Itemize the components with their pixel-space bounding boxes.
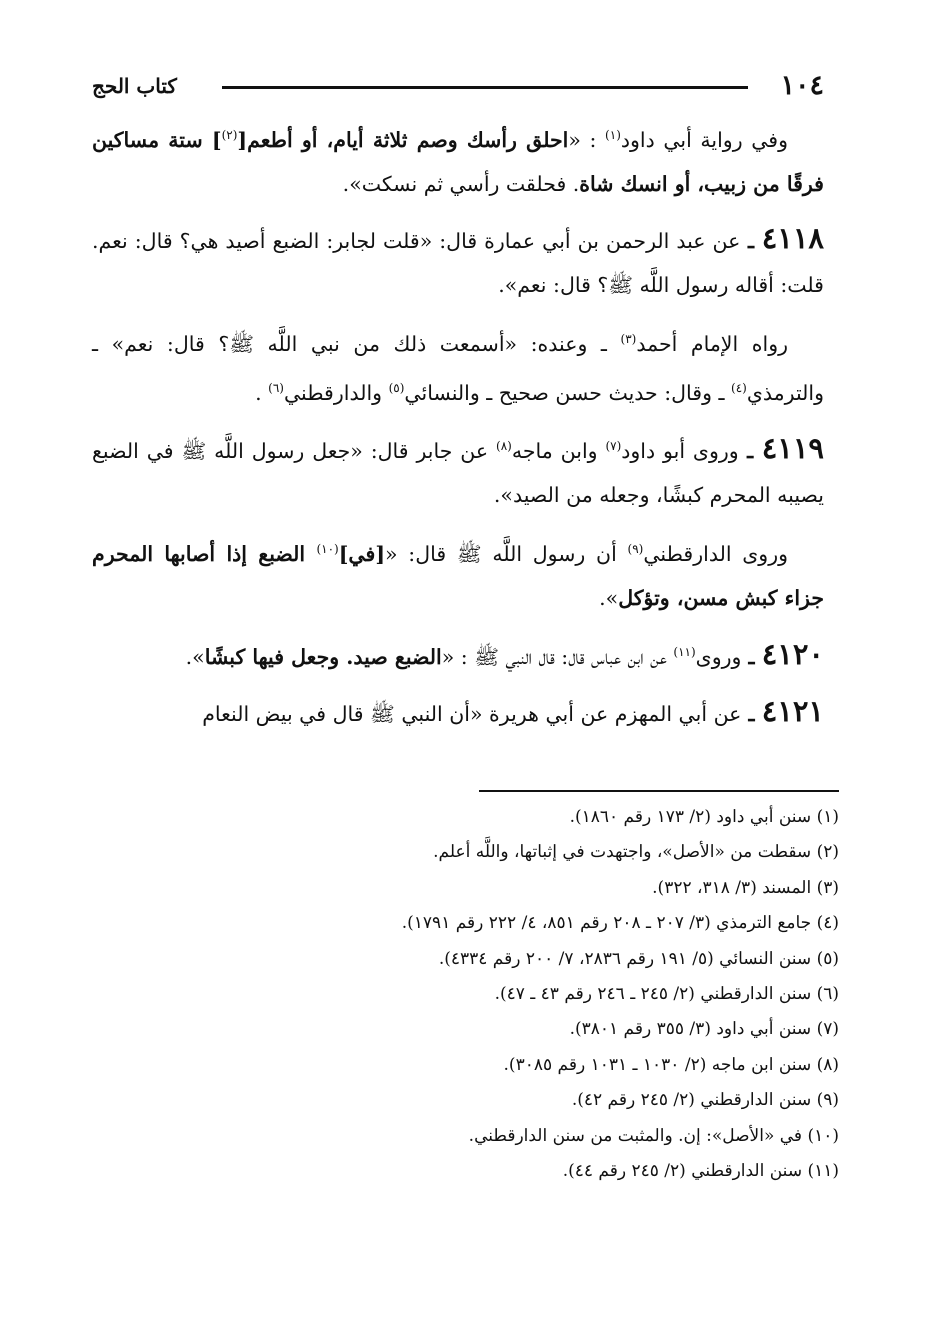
footnote-ref: (٩) <box>627 542 644 557</box>
footnote-ref: (٣) <box>620 331 637 346</box>
page-header <box>92 66 824 106</box>
number-dash: ـ <box>740 228 762 253</box>
footnote-ref: (١) <box>605 128 621 142</box>
footnote: (١) سنن أبي داود (٢/ ١٧٣ رقم ١٨٦٠). <box>569 807 839 827</box>
bold-text: الضبع صيد. وجعل فيها كبشًا <box>204 644 442 669</box>
footnote: (٧) سنن أبي داود (٣/ ٣٥٥ رقم ٣٨٠١). <box>569 1019 839 1040</box>
footnote: (١٠) في «الأصل»: إن. والمثبت من سنن الدارقطني. <box>468 1125 839 1146</box>
text-run: وفي رواية أبي داود <box>620 127 788 152</box>
footnote: (٨) سنن ابن ماجه (٢/ ١٠٣٠ ـ ١٠٣١ رقم ٣٠٨٥). <box>503 1054 839 1075</box>
header-rule <box>222 86 748 89</box>
footnote: (٢) سقطت من «الأصل»، واجتهدت في إثباتها، واللَّه أعلم. <box>433 842 839 863</box>
text-run: وابن ماجه <box>511 439 606 464</box>
text-run: أن رسول اللَّه ﷺ قال: « <box>385 542 628 567</box>
text-run: ـ وعنده: «أسمعت ذلك من نبي اللَّه ﷺ؟ قال: نعم» ـ والترمذي <box>92 331 824 405</box>
hadith-number: ٤١١٩ <box>761 431 824 466</box>
footnote-ref: (٥) <box>388 380 405 395</box>
footnote-ref: (٧) <box>605 439 622 454</box>
footnote: (١١) سنن الدارقطني (٢/ ٢٤٥ رقم ٤٤). <box>562 1161 839 1182</box>
hadith-number: ٤١٢٠ <box>761 636 824 671</box>
footnote-rule <box>479 790 839 792</box>
hadith-4120 <box>92 630 824 679</box>
paragraph <box>92 317 824 415</box>
number-dash: ـ <box>738 439 762 464</box>
number-dash: ـ <box>741 701 762 726</box>
text-run: عن أبي المهزم عن أبي هريرة «أن النبي ﷺ قال في بيض النعام <box>202 701 742 726</box>
hadith-4118 <box>92 216 824 307</box>
text-run: ». <box>185 644 205 669</box>
text-run: . <box>255 380 269 405</box>
footnote-ref: (٢) <box>221 128 238 142</box>
text-run: وروى أبو داود <box>621 439 739 464</box>
text-run: رواه الإمام أحمد <box>636 331 788 356</box>
number-dash: ـ <box>741 644 762 669</box>
text-run: وروى <box>695 644 742 669</box>
footnote: (٣) المسند (٣/ ٣١٨، ٣٢٢). <box>652 877 839 898</box>
hadith-number: ٤١١٨ <box>761 220 824 255</box>
bold-text: احلق رأسك وصم ثلاثة أيام، أو أطعم[ <box>237 127 569 152</box>
text-run: ـ وقال: حديث حسن صحيح ـ والنسائي <box>404 380 732 405</box>
footnote: (٩) سنن الدارقطني (٢/ ٢٤٥ رقم ٤٢). <box>571 1090 839 1111</box>
bold-text: [في] <box>338 542 386 567</box>
paragraph <box>92 113 824 206</box>
text-run: والدارقطني <box>283 380 389 405</box>
paragraph <box>92 527 824 620</box>
page-number: ١٠٤ <box>780 70 824 101</box>
hadith-4121 <box>92 689 824 736</box>
text-run: عن جابر قال: «جعل رسول اللَّه ﷺ في الضبع يصيبه المحرم كبشًا، وجعله من الصيد». <box>92 439 824 508</box>
text-run: : « <box>568 127 606 152</box>
hadith-number: ٤١٢١ <box>761 693 824 728</box>
text-run: عن عبد الرحمن بن أبي عمارة قال: «قلت لجابر: الضبع أصيد هي؟ قال: نعم. قلت: أقاله رسول اللَّه ﷺ؟ قال: نعم». <box>92 228 824 297</box>
footnote-ref: (١١) <box>673 645 696 660</box>
body-text <box>92 113 824 736</box>
bold-text: الضبع إذا أصابها المحرم جزاء كبش مسن، وتؤكل <box>92 542 824 611</box>
hadith-4119 <box>92 424 824 517</box>
text-run: ». <box>599 586 619 611</box>
bold-text: ] ستة مساكين فرقًا من زبيب، أو انسك شاة <box>92 127 824 196</box>
text-run: وروى الدارقطني <box>643 542 788 567</box>
text-run: . فحلقت رأسي ثم نسكت». <box>342 171 580 196</box>
footnotes <box>107 800 839 1189</box>
text-run: عن ابن عباس قال: قال النبي ﷺ : « <box>441 644 674 669</box>
footnote-ref: (٤) <box>731 380 747 395</box>
running-title: كتاب الحج <box>92 74 177 98</box>
footnote: (٤) جامع الترمذي (٣/ ٢٠٧ ـ ٢٠٨ رقم ٨٥١، ٤/ ٢٢٢ رقم ١٧٩١). <box>401 913 839 934</box>
footnote: (٥) سنن النسائي (٥/ ١٩١ رقم ٢٨٣٦، ٧/ ٢٠٠ رقم ٤٣٣٤). <box>438 948 839 969</box>
footnote-ref: (٨) <box>496 439 512 454</box>
footnote: (٦) سنن الدارقطني (٢/ ٢٤٥ ـ ٢٤٦ رقم ٤٣ ـ ٤٧). <box>494 984 839 1005</box>
footnote-ref: (٦) <box>268 380 284 395</box>
footnote-ref: (١٠) <box>316 542 339 557</box>
